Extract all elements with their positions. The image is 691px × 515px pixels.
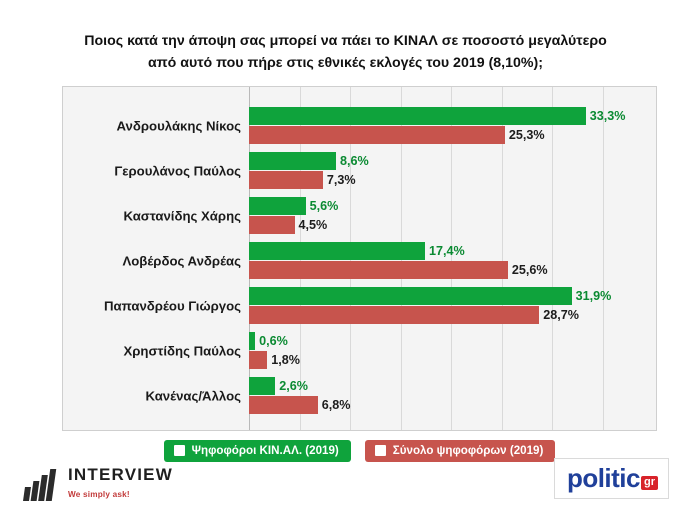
legend-item[interactable] [365, 440, 556, 462]
bar-series-b [249, 351, 300, 369]
bar-series-a [249, 197, 339, 215]
politic-suffix: gr [641, 476, 658, 490]
chart-plot-area [62, 86, 657, 431]
legend-item[interactable] [164, 440, 351, 462]
category-label: Ανδρουλάκης Νίκος [116, 118, 241, 133]
bar-series-b [249, 261, 548, 279]
bars-container [103, 87, 656, 430]
bar-value-label: 25,6% [511, 262, 548, 277]
bar-series-a [249, 107, 626, 125]
legend-swatch-icon [174, 445, 185, 456]
category-group [116, 103, 656, 148]
interview-tagline: We simply ask! [68, 489, 130, 499]
category-group [114, 148, 656, 193]
bar-value-label: 6,8% [321, 397, 351, 412]
bar-value-label: 7,3% [326, 172, 356, 187]
bar-series-a [249, 152, 369, 170]
bar-chart-icon [24, 467, 60, 501]
bar-series-a [249, 287, 612, 305]
category-group [122, 238, 656, 283]
category-group [145, 373, 656, 418]
bar-value-label: 2,6% [279, 378, 309, 393]
bar-value-label: 25,3% [508, 127, 545, 142]
title-line-2: από αυτό που πήρε στις εθνικές εκλογές του 2019 (8,10%); [148, 55, 543, 71]
bar-value-label: 8,6% [339, 153, 369, 168]
legend-label: Σύνολο ψηφοφόρων (2019) [392, 444, 544, 457]
interview-name: INTERVIEW [68, 465, 173, 484]
bar-series-a [249, 332, 288, 350]
bar-series-b [249, 396, 351, 414]
category-label: Παπανδρέου Γιώργος [103, 298, 241, 313]
category-label: Λοβέρδος Ανδρέας [122, 253, 241, 268]
page-title [28, 30, 663, 74]
legend-label: Ψηφοφόροι ΚΙΝ.ΑΛ. (2019) [191, 444, 339, 457]
bar-series-b [249, 126, 545, 144]
bar-value-label: 28,7% [543, 307, 579, 322]
category-group [123, 328, 656, 373]
bar-series-b [249, 216, 328, 234]
bar-series-a [249, 242, 465, 260]
bar-value-label: 33,3% [589, 108, 626, 123]
title-line-1: Ποιος κατά την άποψη σας μπορεί να πάει το ΚΙΝΑΛ σε ποσοστό μεγαλύτερο [84, 33, 607, 49]
bar-value-label: 31,9% [575, 288, 612, 303]
bar-value-label: 1,8% [271, 352, 300, 367]
category-label: Γερουλάνος Παύλος [114, 163, 241, 178]
bar-value-label: 17,4% [428, 243, 465, 258]
legend-swatch-icon [375, 445, 386, 456]
bar-value-label: 0,6% [259, 333, 288, 348]
bar-series-a [249, 377, 309, 395]
bar-series-b [249, 306, 579, 324]
politic-logo [554, 458, 669, 499]
interview-logo [24, 466, 173, 502]
bar-series-b [249, 171, 356, 189]
category-label: Κανένας/Άλλος [145, 388, 241, 403]
category-group [103, 283, 656, 328]
category-group [123, 193, 656, 238]
bar-value-label: 4,5% [298, 217, 328, 232]
category-label: Χρηστίδης Παύλος [123, 343, 241, 358]
bar-value-label: 5,6% [309, 198, 339, 213]
politic-word: politic [566, 463, 640, 493]
category-label: Καστανίδης Χάρης [123, 208, 241, 223]
